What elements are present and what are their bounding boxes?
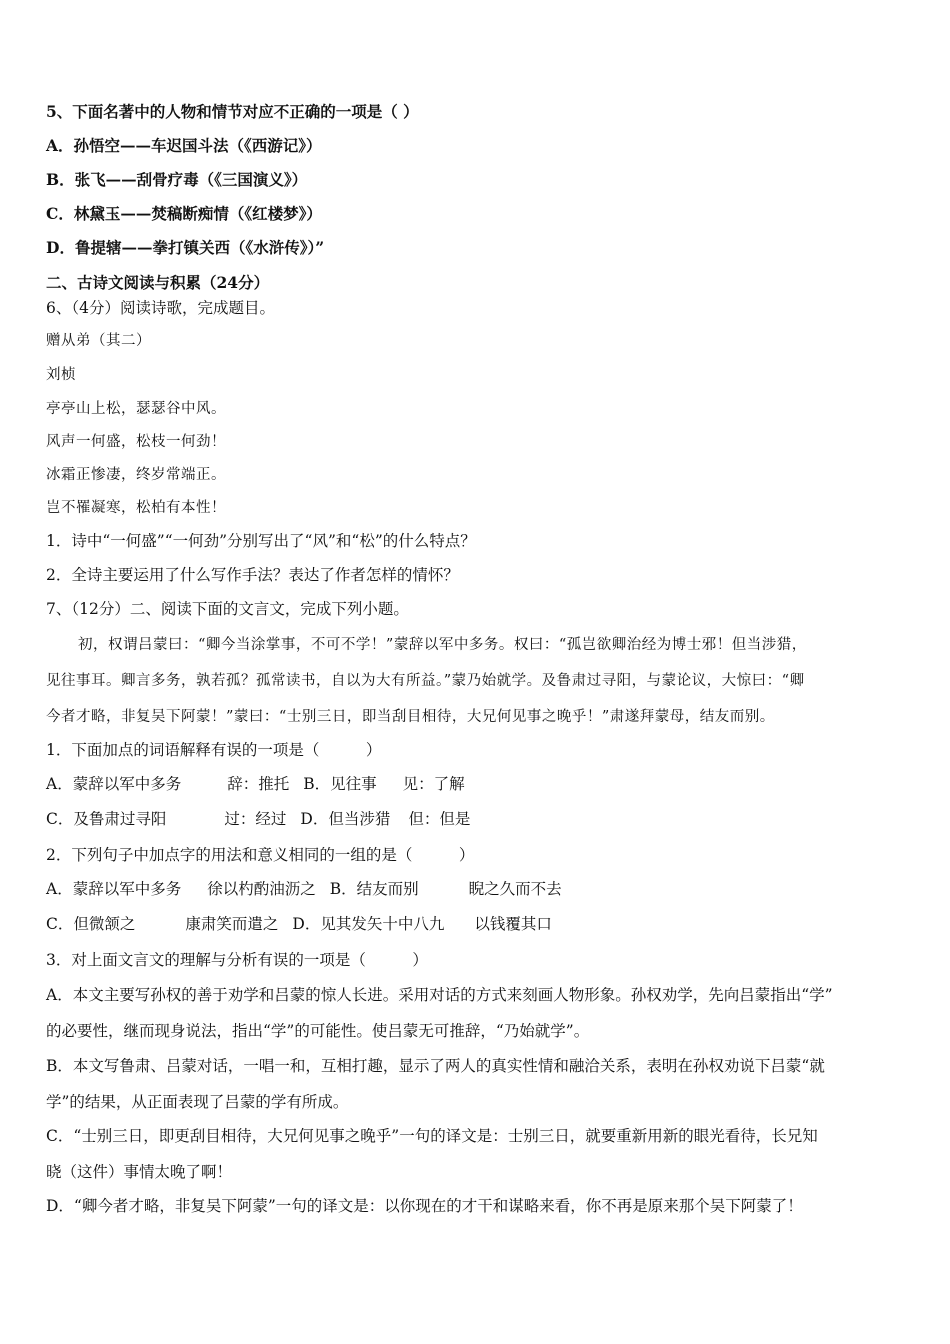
q7-sub1-stem: 1．下面加点的词语解释有误的一项是（ ） — [46, 741, 382, 759]
option-gloss: 但：但是 — [408, 810, 471, 828]
q5-option-c: C．林黛玉——焚稿断痴情（《红楼梦》） — [46, 204, 322, 223]
option-gloss: 辞：推托 — [227, 775, 290, 793]
option-label: C． — [46, 915, 74, 933]
q7-sub3-option-a-cont: 的必要性，继而现身说法，指出“学”的可能性。使吕蒙无可推辞，“乃始就学”。 — [46, 1022, 590, 1040]
passage-line: 今者才略，非复吴下阿蒙！”蒙曰：“士别三日，即当刮目相待，大兄何见事之晚乎！”肃遂拜蒙母，结友而别。 — [46, 709, 775, 725]
q5-option-a: A．孙悟空——车迟国斗法（《西游记》） — [46, 136, 322, 155]
option-text: 蒙辞以军中多务 — [72, 880, 182, 898]
option-text: 康肃笑而遣之 — [185, 915, 279, 933]
option-label: D． — [292, 915, 321, 933]
section-heading: 二、古诗文阅读与积累（24分） — [46, 273, 270, 292]
q7-sub3-option-a: A．本文主要写孙权的善于劝学和吕蒙的惊人长进。采用对话的方式来刻画人物形象。孙权劝学，先向吕蒙指出“学” — [46, 986, 833, 1004]
poem-line: 亭亭山上松，瑟瑟谷中风。 — [46, 401, 226, 417]
q7-sub3-option-c: C．“士别三日，即更刮目相待，大兄何见事之晚乎”一句的译文是：士别三日，就要重新用新的眼光看待，长兄知 — [46, 1127, 818, 1145]
q7-sub1-row-ab — [46, 774, 910, 794]
option-text: 见其发矢十中八九 — [320, 915, 445, 933]
passage-line: 见往事耳。卿言多务，孰若孤？孤常读书，自以为大有所益。”蒙乃始就学。及鲁肃过寻阳，与蒙论议，大惊曰：“卿 — [46, 673, 805, 689]
q7-sub3-option-b: B．本文写鲁肃、吕蒙对话，一唱一和，互相打趣，显示了两人的真实性情和融洽关系，表明在孙权劝说下吕蒙“就 — [46, 1057, 825, 1075]
q7-sub3-option-c-cont: 晓（这件）事情太晚了啊！ — [46, 1163, 233, 1181]
poem-line: 风声一何盛，松枝一何劲！ — [46, 434, 226, 450]
q6-stem: 6、（4分）阅读诗歌，完成题目。 — [46, 299, 275, 317]
option-label: C． — [46, 810, 74, 828]
poem-title: 赠从弟（其二） — [46, 333, 151, 349]
q5-option-b: B．张飞——刮骨疗毒（《三国演义》） — [46, 170, 308, 189]
option-text: 结友而别 — [356, 880, 419, 898]
option-gloss: 见：了解 — [402, 775, 465, 793]
q5-stem: 5、下面名著中的人物和情节对应不正确的一项是（ ） — [46, 102, 419, 121]
q6-question-1: 1．诗中“一何盛”“一何劲”分别写出了“风”和“松”的什么特点？ — [46, 532, 476, 550]
option-text: 徐以杓酌油沥之 — [207, 880, 316, 898]
q7-sub2-stem: 2．下列句子中加点字的用法和意义相同的一组的是（ ） — [46, 846, 475, 864]
q5-option-d: D．鲁提辖——拳打镇关西（《水浒传》）” — [46, 238, 325, 257]
option-text: 以钱覆其口 — [474, 915, 552, 933]
poem-author: 刘桢 — [46, 367, 76, 383]
option-gloss: 过：经过 — [224, 810, 287, 828]
q7-sub3-option-b-cont: 学”的结果，从正面表现了吕蒙的学有所成。 — [46, 1093, 349, 1111]
q7-sub3-option-d: D．“卿今者才略，非复吴下阿蒙”一句的译文是：以你现在的才干和谋略来看，你不再是原来那个吴下阿蒙了！ — [46, 1197, 803, 1215]
q7-sub3-stem: 3．对上面文言文的理解与分析有误的一项是（ ） — [46, 951, 428, 969]
q7-sub1-row-cd — [46, 809, 910, 829]
option-text: 蒙辞以军中多务 — [72, 775, 182, 793]
passage-line: 初，权谓吕蒙曰：“卿今当涂掌事，不可不学！”蒙辞以军中多务。权曰：“孤岂欲卿治经为博士邪！但当涉猎， — [78, 637, 807, 653]
poem-line: 冰霜正惨凄，终岁常端正。 — [46, 467, 226, 483]
poem-line: 岂不罹凝寒，松柏有本性！ — [46, 500, 226, 516]
option-text: 但当涉猎 — [328, 810, 391, 828]
q7-sub2-row-ab — [46, 879, 910, 899]
option-text: 但微颔之 — [73, 915, 136, 933]
option-label: B． — [303, 775, 331, 793]
q6-question-2: 2．全诗主要运用了什么写作手法？表达了作者怎样的情怀？ — [46, 566, 459, 584]
option-label: A． — [46, 775, 73, 793]
option-text: 见往事 — [330, 775, 377, 793]
option-text: 睨之久而不去 — [468, 880, 562, 898]
q7-stem: 7、（12分）二、阅读下面的文言文，完成下列小题。 — [46, 600, 409, 618]
option-label: D． — [300, 810, 329, 828]
option-label: B． — [329, 880, 357, 898]
option-label: A． — [46, 880, 73, 898]
option-text: 及鲁肃过寻阳 — [73, 810, 167, 828]
q7-sub2-row-cd — [46, 914, 910, 934]
